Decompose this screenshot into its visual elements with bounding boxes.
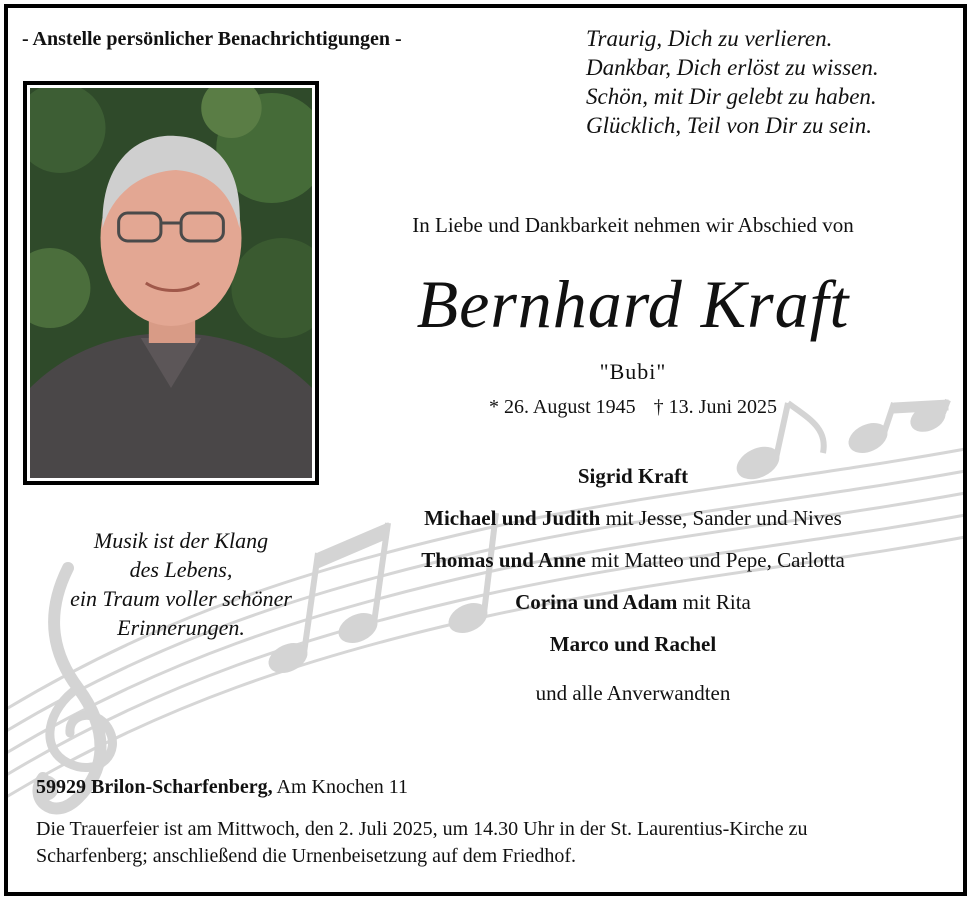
life-dates: [353, 396, 913, 419]
poem-line: Schön, mit Dir gelebt zu haben.: [586, 84, 877, 109]
ceremony-info: Die Trauerfeier ist am Mittwoch, den 2. Juli 2025, um 14.30 Uhr in der St. Laurentius-Kirche zu Scharfenberg; anschließend die Urnenbeisetzung auf dem Friedhof.: [36, 818, 808, 867]
birth-date: * 26. August 1945: [488, 396, 636, 418]
mourning-address: [36, 776, 408, 799]
quote-line: Erinnerungen.: [117, 615, 245, 640]
music-quote: [26, 526, 336, 642]
portrait-photo: [30, 88, 312, 478]
obituary-card: [4, 4, 967, 896]
quote-line: Musik ist der Klang: [93, 528, 269, 553]
poem-line: Traurig, Dich zu verlieren.: [586, 26, 833, 51]
portrait-photo-frame: [23, 81, 319, 485]
poem: [586, 24, 879, 140]
farewell-intro: In Liebe und Dankbarkeit nehmen wir Abschied von: [412, 213, 854, 237]
notice-header: - Anstelle persönlicher Benachrichtigungen -: [22, 28, 402, 50]
family-row: Sigrid Kraft: [577, 464, 689, 488]
quote-line: des Lebens,: [129, 557, 233, 582]
deceased-nickname: "Bubi": [599, 359, 667, 384]
family-row: Marco und Rachel: [549, 632, 717, 656]
family-row: Corina und Adam mit Rita: [515, 590, 751, 614]
address-street: Am Knochen 11: [272, 776, 409, 798]
family-row: und alle Anverwandten: [535, 681, 731, 705]
family-row: Michael und Judith mit Jesse, Sander und Nives: [424, 506, 842, 530]
poem-line: Glücklich, Teil von Dir zu sein.: [586, 113, 872, 138]
family-row: Thomas und Anne mit Matteo und Pepe, Carlotta: [421, 548, 845, 572]
death-date: † 13. Juni 2025: [653, 396, 778, 418]
deceased-name: Bernhard Kraft: [416, 266, 850, 342]
address-city: 59929 Brilon-Scharfenberg,: [36, 776, 273, 798]
poem-line: Dankbar, Dich erlöst zu wissen.: [586, 55, 879, 80]
quote-line: ein Traum voller schöner: [70, 586, 292, 611]
